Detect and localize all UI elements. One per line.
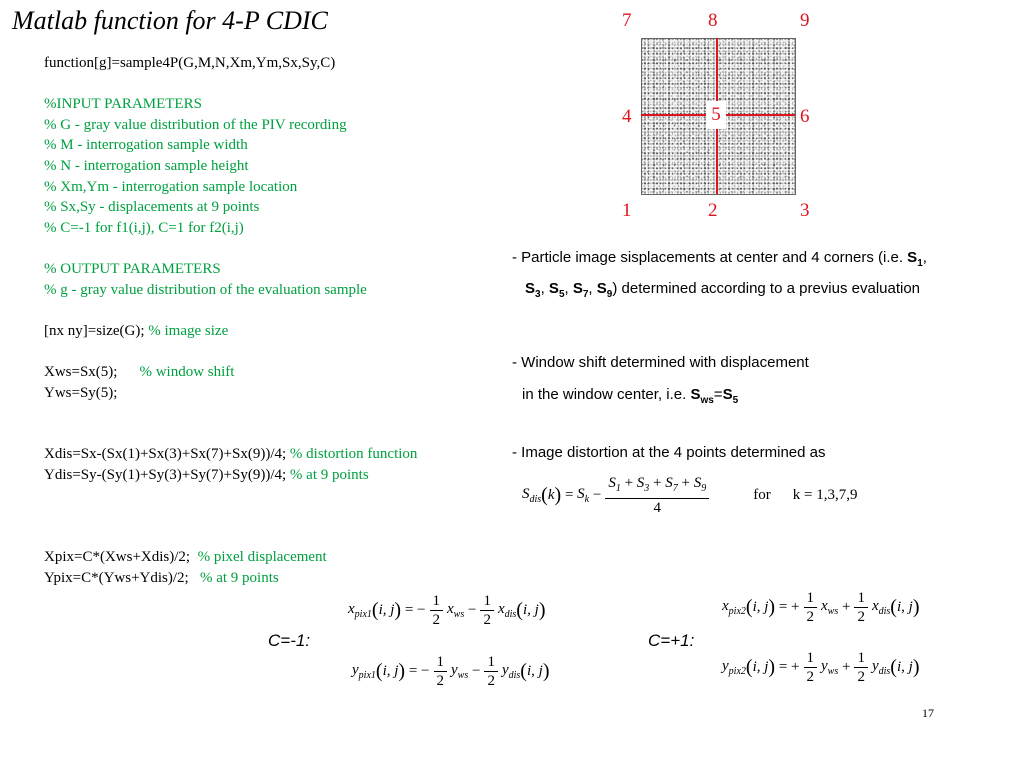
- grid-point-8: 8: [708, 10, 718, 31]
- ypix1-formula: $y_{pix1}$ ( i, j ) = − $\frac{1}{2}$ $y_{ws}$ − $\frac{1}{2}$ $y_{dis}$ ( i, j ): [352, 654, 550, 689]
- xpix2-formula: $x_{pix2}$ ( i, j ) = + $\frac{1}{2}$ $x_{ws}$ + $\frac{1}{2}$ $x_{dis}$ ( i, j ): [722, 590, 920, 625]
- c-plus-label: C=+1:: [648, 631, 695, 650]
- k-values: k = 1,3,7,9: [792, 487, 858, 503]
- output-param: % g - gray value distribution of the evaluation sample: [44, 281, 367, 298]
- c-minus-label: C=-1:: [268, 631, 311, 650]
- size-line: [44, 321, 417, 342]
- ypix-comment: % at 9 points: [199, 569, 279, 586]
- distortion-formula: $S_{dis}$ ( k ) = $S_k$ − $\frac{S_1 + S_3 + S_7 + S_9}{4}$ for k = 1,3,7,9: [522, 475, 858, 516]
- xws-comment: % window shift: [139, 363, 235, 380]
- xpix-code: Xpix=C*(Xws+Xdis)/2;: [44, 549, 191, 566]
- xpix-comment: % pixel displacement: [197, 549, 327, 566]
- grid-point-9: 9: [800, 10, 810, 31]
- input-param: % Sx,Sy - displacements at 9 points: [44, 199, 260, 216]
- grid-point-5: 5: [706, 101, 726, 129]
- ydis-code: Ydis=Sy-(Sy(1)+Sy(3)+Sy(7)+Sy(9))/4;: [44, 466, 287, 483]
- note-particle-displacements-cont: $S_3$, $S_5$, $S_7$, $S_9$) determined according to a previus evaluation: [525, 280, 921, 300]
- grid-point-4: 4: [622, 106, 632, 127]
- xws-line: [44, 362, 417, 383]
- for-label: for: [753, 487, 771, 503]
- note-window-center: in the window center, i.e. $S_{ws}=S_5$: [522, 386, 739, 406]
- input-param: % G - gray value distribution of the PIV recording: [44, 116, 347, 133]
- grid-point-3: 3: [800, 200, 810, 221]
- xdis-code: Xdis=Sx-(Sx(1)+Sx(3)+Sx(7)+Sx(9))/4;: [44, 446, 287, 463]
- input-param: % N - interrogation sample height: [44, 157, 249, 174]
- input-param: % M - interrogation sample width: [44, 137, 248, 154]
- xdis-line: [44, 444, 417, 465]
- page-number: 17: [922, 706, 934, 720]
- function-signature: function[g]=sample4P(G,M,N,Xm,Ym,Sx,Sy,C): [44, 55, 336, 71]
- note1-tail: ) determined according to a previus evaluation: [612, 280, 921, 297]
- grid-point-7: 7: [622, 10, 632, 31]
- size-comment: % image size: [148, 322, 229, 339]
- input-param: % Xm,Ym - interrogation sample location: [44, 178, 298, 195]
- input-param: % C=-1 for f1(i,j), C=1 for f2(i,j): [44, 219, 244, 236]
- size-code: [nx ny]=size(G);: [44, 322, 145, 339]
- matlab-code-block: [44, 53, 417, 588]
- xdis-comment: % distortion function: [289, 446, 418, 463]
- note-particle-displacements: - Particle image sisplacements at center and 4 corners (i.e. $S_1$,: [512, 249, 927, 269]
- output-header: % OUTPUT PARAMETERS: [44, 260, 221, 277]
- note2-text: in the window center, i.e.: [522, 386, 691, 403]
- input-header: %INPUT PARAMETERS: [44, 96, 202, 113]
- ypix2-formula: $y_{pix2}$ ( i, j ) = + $\frac{1}{2}$ $y_{ws}$ + $\frac{1}{2}$ $y_{dis}$ ( i, j ): [722, 650, 920, 685]
- denominator-four: 4: [653, 500, 662, 516]
- ypix-line: [44, 568, 417, 589]
- xws-code: Xws=Sx(5);: [44, 363, 118, 380]
- yws-line: Yws=Sy(5);: [44, 384, 118, 401]
- grid-point-2: 2: [708, 200, 718, 221]
- ypix-code: Ypix=C*(Yws+Ydis)/2;: [44, 569, 189, 586]
- note-window-shift: - Window shift determined with displacement: [512, 354, 809, 371]
- slide-title: Matlab function for 4-P CDIC: [12, 6, 328, 35]
- xpix-line: [44, 547, 417, 568]
- grid-point-1: 1: [622, 200, 632, 221]
- note1-text: - Particle image sisplacements at center and 4 corners (i.e.: [512, 249, 908, 266]
- ydis-comment: % at 9 points: [289, 466, 369, 483]
- note-image-distortion: - Image distortion at the 4 points determined as: [512, 444, 826, 461]
- grid-point-6: 6: [800, 106, 810, 127]
- ydis-line: [44, 465, 417, 486]
- xpix1-formula: $x_{pix1}$ ( i, j ) = − $\frac{1}{2}$ $x_{ws}$ − $\frac{1}{2}$ $x_{dis}$ ( i, j ): [348, 593, 546, 628]
